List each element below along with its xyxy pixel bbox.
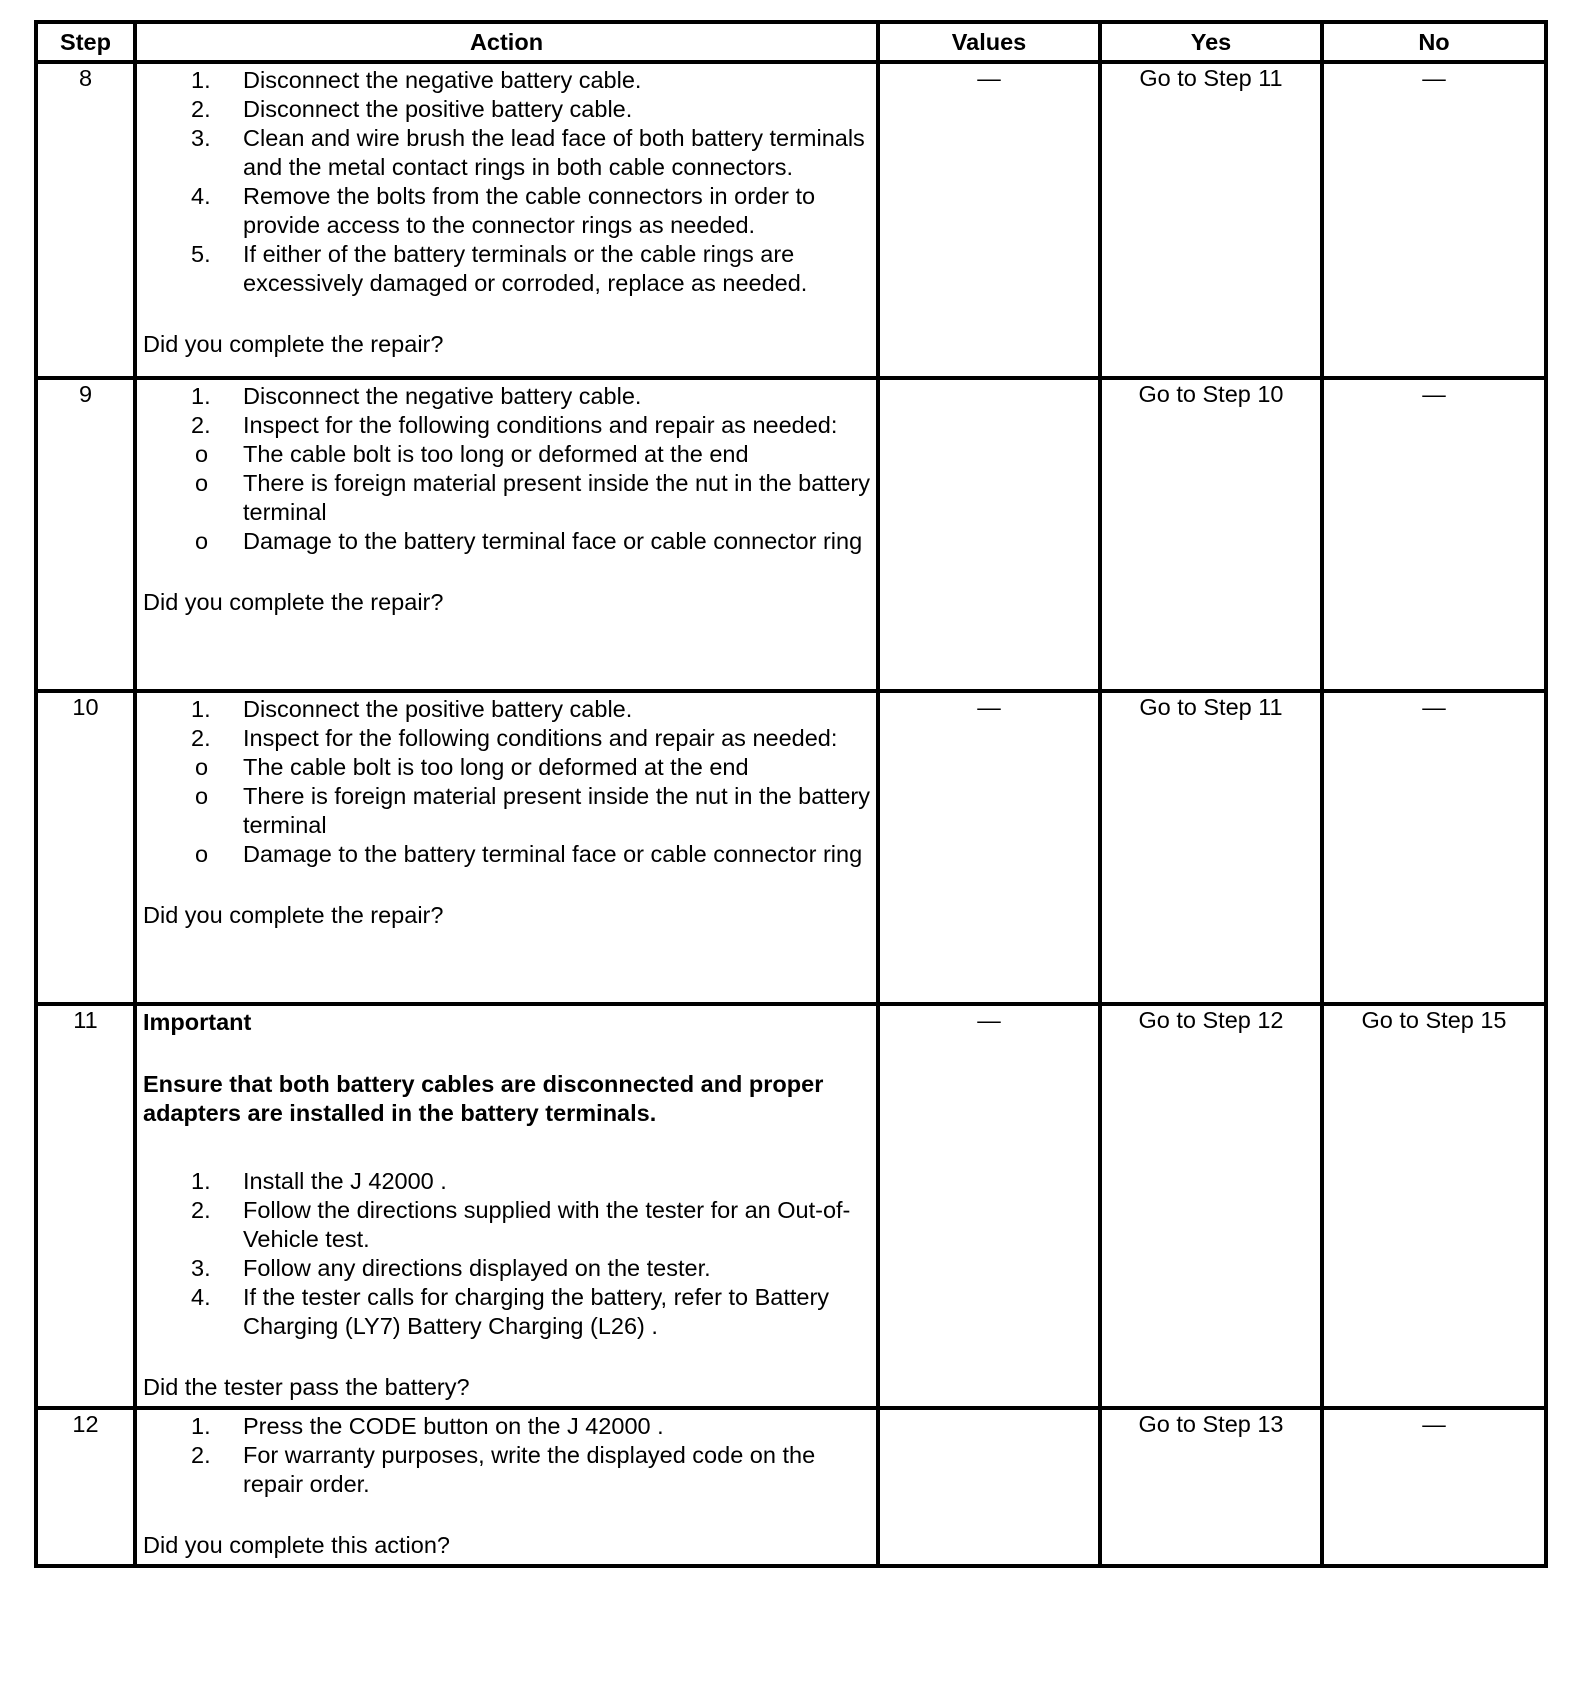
question-text: Did you complete this action? xyxy=(143,1532,450,1558)
yes-cell: Go to Step 10 xyxy=(1100,378,1322,691)
question-text: Did you complete the repair? xyxy=(143,589,444,615)
action-item: 1. Disconnect the positive battery cable. xyxy=(191,696,633,722)
action-item: 2. For warranty purposes, write the displayed code on the repair order. xyxy=(191,1442,816,1497)
action-item: 1. Disconnect the negative battery cable. xyxy=(191,383,642,409)
no-cell: — xyxy=(1322,62,1546,378)
step-number: 12 xyxy=(36,1408,135,1566)
no-cell: — xyxy=(1322,1408,1546,1566)
header-row xyxy=(36,22,1546,62)
condition-item: o Damage to the battery terminal face or cable connector ring xyxy=(195,841,863,867)
table-row-step-10 xyxy=(36,691,1546,1004)
action-item: 2. Inspect for the following conditions and repair as needed: xyxy=(191,725,838,751)
values-cell: — xyxy=(878,691,1100,1004)
action-list xyxy=(143,1167,870,1341)
condition-item: o The cable bolt is too long or deformed at the end xyxy=(195,441,749,467)
action-item: 1. Press the CODE button on the J 42000 . xyxy=(191,1413,664,1439)
condition-item: o Damage to the battery terminal face or cable connector ring xyxy=(195,528,863,554)
table-row-step-9 xyxy=(36,378,1546,691)
diagnostic-table xyxy=(34,20,1548,1568)
yes-cell: Go to Step 11 xyxy=(1100,62,1322,378)
action-item: 4. Remove the bolts from the cable connectors in order to provide access to the connector rings as needed. xyxy=(191,183,816,238)
action-item: 1. Disconnect the negative battery cable. xyxy=(191,67,642,93)
step-number: 11 xyxy=(36,1004,135,1408)
table-row-step-11 xyxy=(36,1004,1546,1408)
header-yes: Yes xyxy=(1100,22,1322,62)
action-list xyxy=(143,695,870,753)
header-step: Step xyxy=(36,22,135,62)
action-item: 1. Install the J 42000 . xyxy=(191,1168,447,1194)
action-cell xyxy=(135,1004,878,1408)
action-cell xyxy=(135,62,878,378)
values-cell xyxy=(878,1408,1100,1566)
table-row-step-8 xyxy=(36,62,1546,378)
condition-item: o There is foreign material present inside the nut in the battery terminal xyxy=(195,470,871,525)
important-notice: Ensure that both battery cables are disconnected and proper adapters are installed in the battery terminals. xyxy=(143,1071,824,1126)
action-list xyxy=(143,1412,870,1499)
action-item: 2. Inspect for the following conditions and repair as needed: xyxy=(191,412,838,438)
condition-list xyxy=(143,753,870,869)
header-no: No xyxy=(1322,22,1546,62)
action-item: 3. Follow any directions displayed on the tester. xyxy=(191,1255,711,1281)
action-item: 2. Disconnect the positive battery cable. xyxy=(191,96,633,122)
step-number: 9 xyxy=(36,378,135,691)
action-cell xyxy=(135,378,878,691)
values-cell xyxy=(878,378,1100,691)
question-text: Did the tester pass the battery? xyxy=(143,1374,470,1400)
action-list xyxy=(143,382,870,440)
important-title: Important xyxy=(143,1009,252,1035)
yes-cell: Go to Step 11 xyxy=(1100,691,1322,1004)
values-cell: — xyxy=(878,1004,1100,1408)
question-text: Did you complete the repair? xyxy=(143,331,444,357)
question-text: Did you complete the repair? xyxy=(143,902,444,928)
action-item: 5. If either of the battery terminals or the cable rings are excessively damaged or corroded, replace as needed. xyxy=(191,241,808,296)
no-cell: — xyxy=(1322,691,1546,1004)
action-cell xyxy=(135,691,878,1004)
step-number: 8 xyxy=(36,62,135,378)
action-item: 2. Follow the directions supplied with the tester for an Out-of-Vehicle test. xyxy=(191,1197,851,1252)
condition-item: o There is foreign material present inside the nut in the battery terminal xyxy=(195,783,871,838)
table-row-step-12 xyxy=(36,1408,1546,1566)
yes-cell: Go to Step 13 xyxy=(1100,1408,1322,1566)
action-item: 3. Clean and wire brush the lead face of both battery terminals and the metal contact rings in both cable connectors. xyxy=(191,125,865,180)
header-action: Action xyxy=(135,22,878,62)
action-cell xyxy=(135,1408,878,1566)
step-number: 10 xyxy=(36,691,135,1004)
values-cell: — xyxy=(878,62,1100,378)
action-item: 4. If the tester calls for charging the battery, refer to Battery Charging (LY7) Battery Charging (L26) . xyxy=(191,1284,830,1339)
no-cell: — xyxy=(1322,378,1546,691)
condition-item: o The cable bolt is too long or deformed at the end xyxy=(195,754,749,780)
yes-cell: Go to Step 12 xyxy=(1100,1004,1322,1408)
condition-list xyxy=(143,440,870,556)
header-values: Values xyxy=(878,22,1100,62)
no-cell: Go to Step 15 xyxy=(1322,1004,1546,1408)
action-list xyxy=(143,66,870,298)
